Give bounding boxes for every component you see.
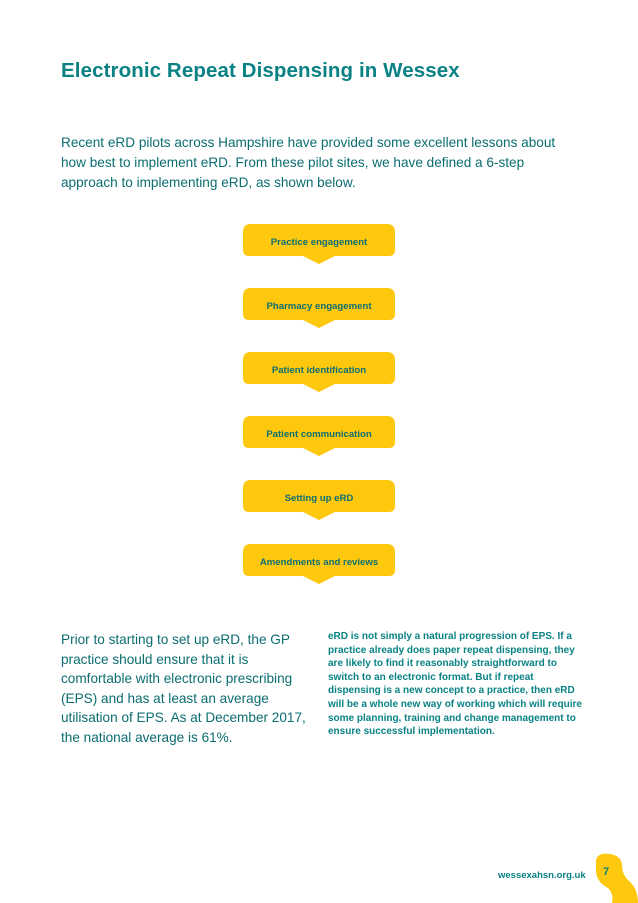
step-label: Patient communication	[266, 429, 372, 440]
page-title: Electronic Repeat Dispensing in Wessex	[61, 59, 460, 82]
right-column-callout: eRD is not simply a natural progression of EPS. If a practice already does paper repeat dispensing, they are likely to find it reasonably straightforward to switch to an electronic format. But if repeat dispensing is a new concept to a practice, then eRD will be a whole new way of working which will require some planning, training and change management to ensure successful implementation.	[328, 631, 582, 738]
step-setting-up-erd	[243, 480, 395, 520]
step-amendments-and-reviews	[243, 544, 395, 584]
step-practice-engagement	[243, 224, 395, 264]
page-number-blob-icon	[592, 852, 638, 903]
step-label: Pharmacy engagement	[266, 301, 372, 312]
step-label: Setting up eRD	[284, 493, 354, 504]
page-number: 7	[603, 866, 610, 878]
step-patient-identification	[243, 352, 395, 392]
step-patient-communication	[243, 416, 395, 456]
step-label: Amendments and reviews	[259, 557, 379, 568]
step-label: Patient identification	[271, 365, 367, 376]
left-column-text: Prior to starting to set up eRD, the GP practice should ensure that it is comfortable with electronic prescribing (EPS) and has at least an average utilisation of EPS. As at December 2017, the national average is 61%.	[61, 632, 306, 745]
intro-paragraph: Recent eRD pilots across Hampshire have provided some excellent lessons about how best to implement eRD. From these pilot sites, we have defined a 6-step approach to implementing eRD, as shown below.	[61, 135, 556, 190]
footer-url: wessexahsn.org.uk	[498, 870, 586, 881]
step-pharmacy-engagement	[243, 288, 395, 328]
step-label: Practice engagement	[270, 237, 368, 248]
